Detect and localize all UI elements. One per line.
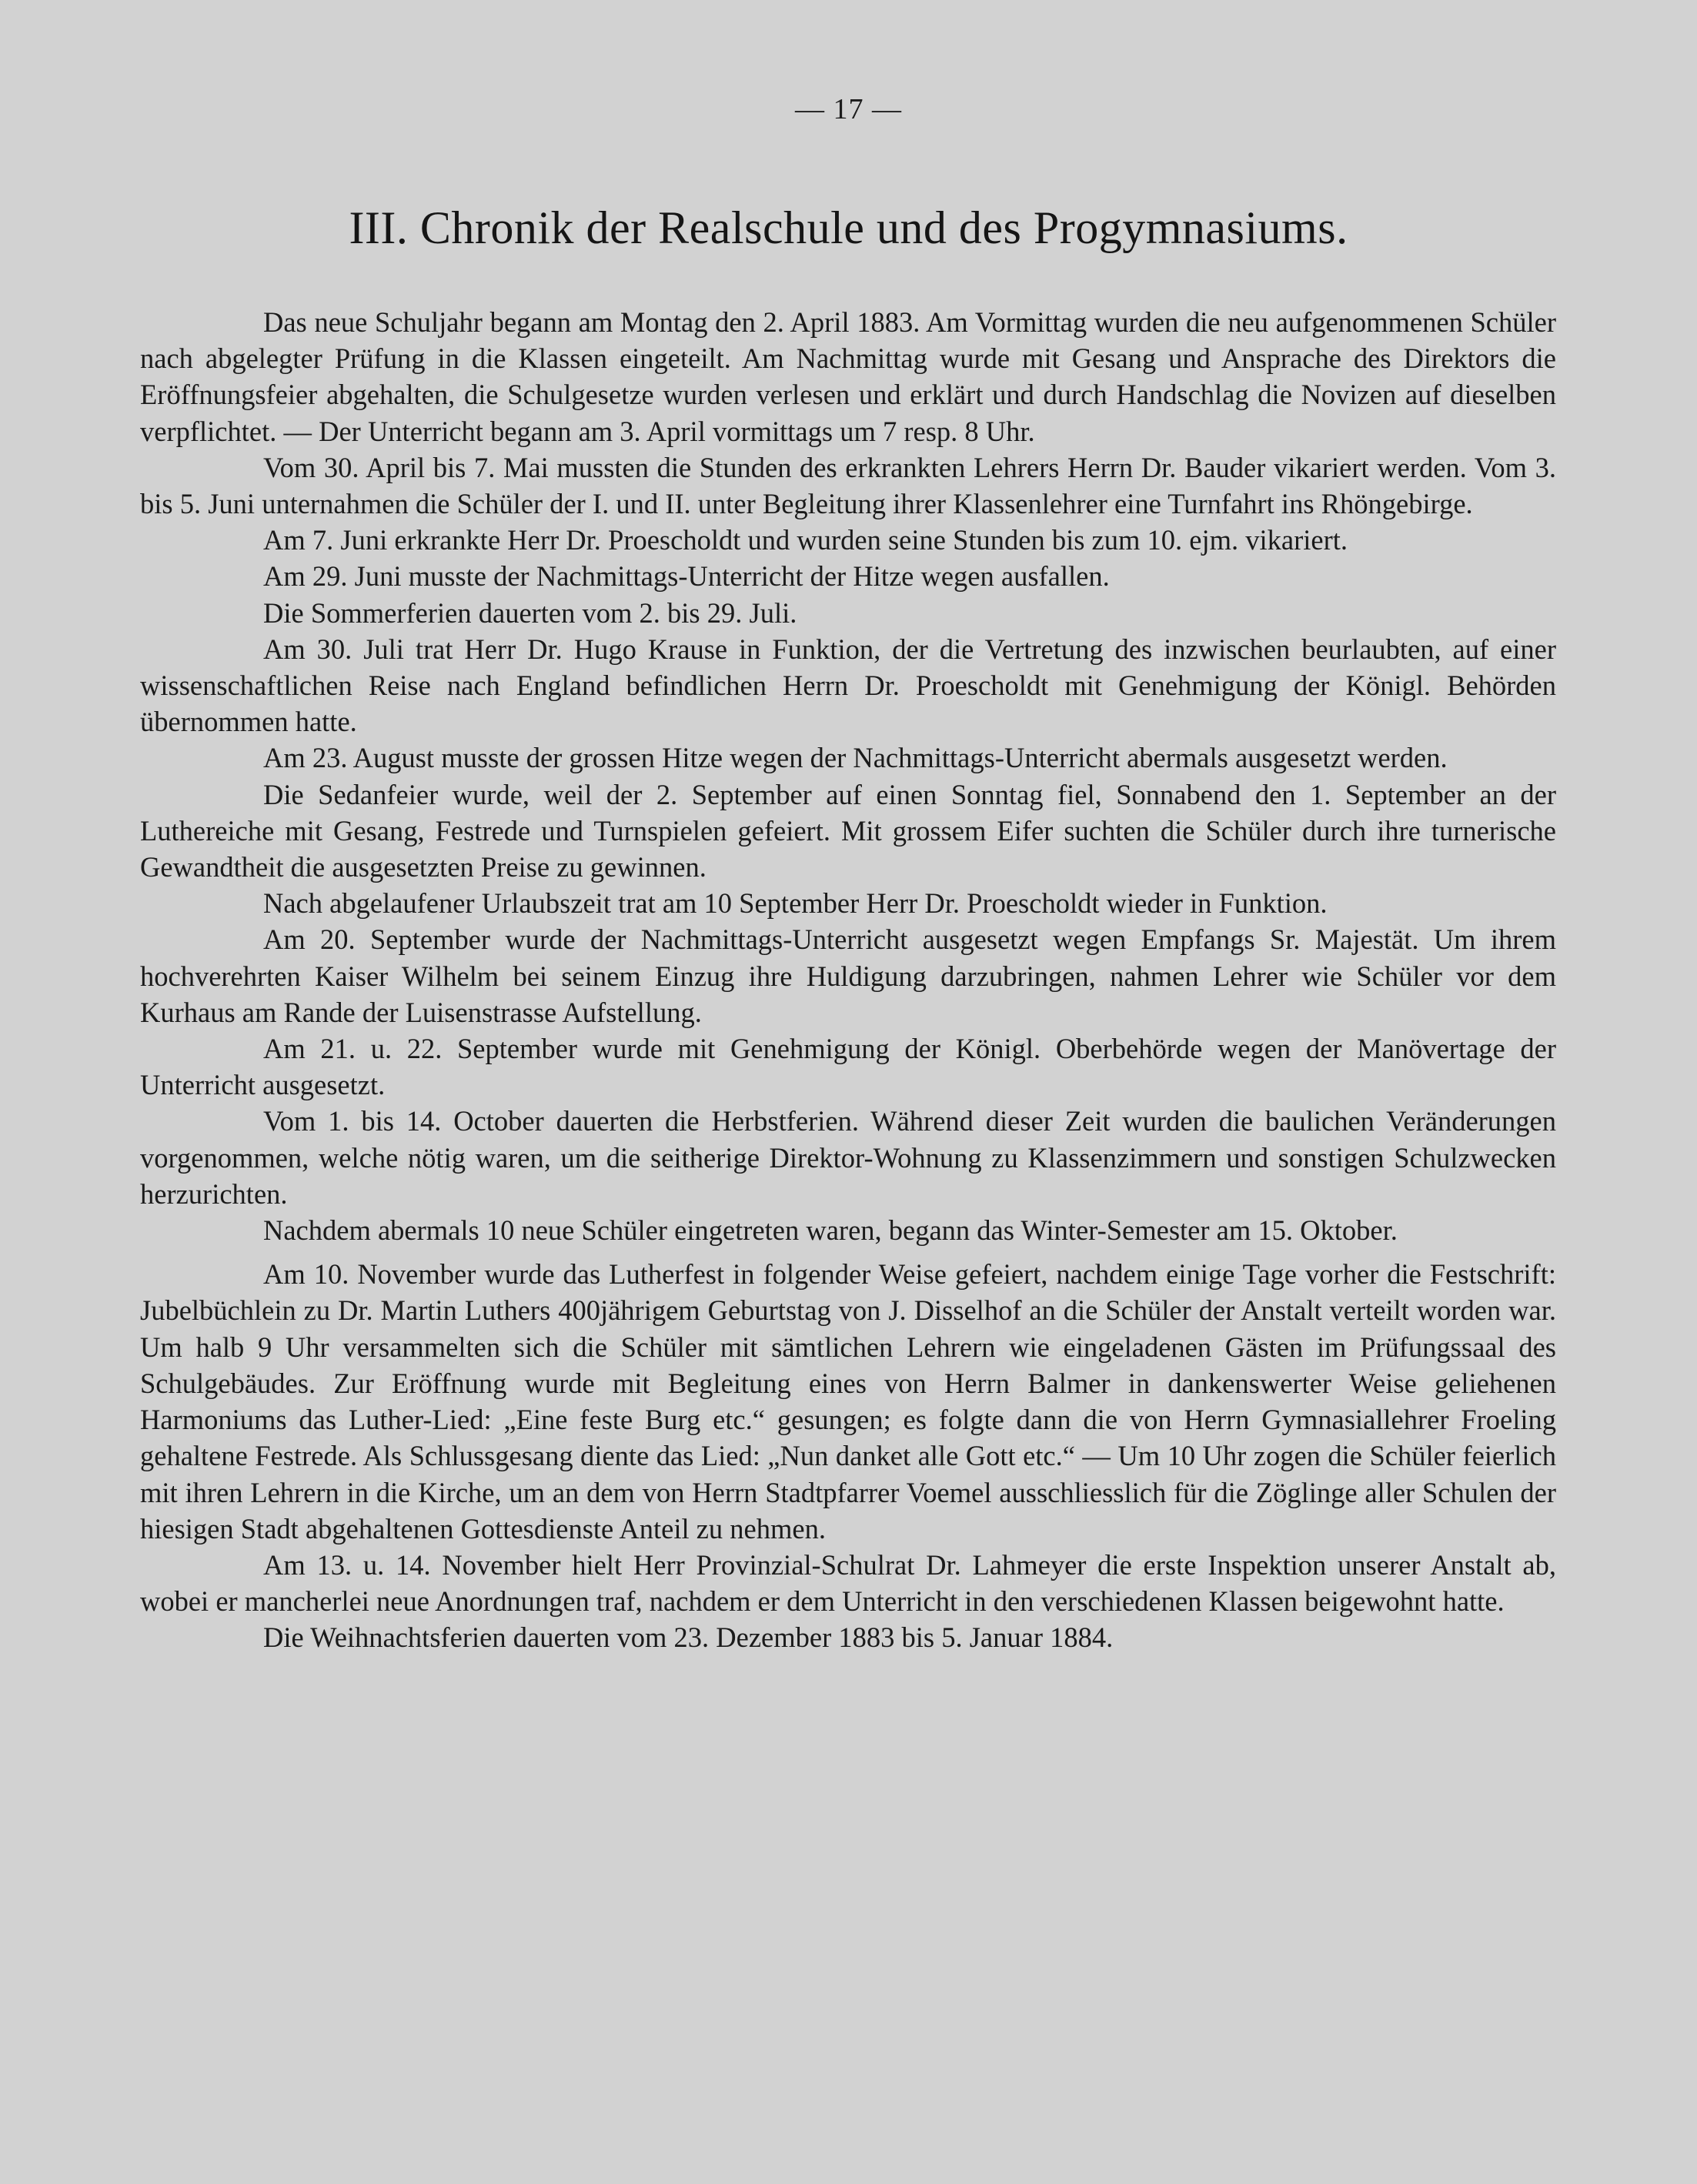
- paragraph: Die Weihnachtsferien dauerten vom 23. Dezember 1883 bis 5. Januar 1884.: [263, 1621, 1114, 1654]
- paragraph: Nach abgelaufener Urlaubszeit trat am 10 September Herr Dr. Proescholdt wieder in Funktion.: [263, 887, 1328, 920]
- chronicle-body: [140, 304, 1556, 1656]
- paragraph: Vom 1. bis 14. October dauerten die Herbstferien. Während dieser Zeit wurden die baulichen Veränderungen vorgenommen, welche nötig waren, um die seitherige Direktor-Wohnung zu Klassenzimmern und sonstigen Schulzwecken herzurichten.: [140, 1105, 1556, 1210]
- paragraph: Am 7. Juni erkrankte Herr Dr. Proescholdt und wurden seine Stunden bis zum 10. ejm. vikariert.: [263, 524, 1348, 556]
- paragraph: Am 20. September wurde der Nachmittags-Unterricht ausgesetzt wegen Empfangs Sr. Majestät. Um ihrem hochverehrten Kaiser Wilhelm bei seinem Einzug ihre Huldigung darzubringen, nahmen Lehrer wie Schüler vor dem Kurhaus am Rande der Luisenstrasse Aufstellung.: [140, 923, 1556, 1028]
- paragraph: Am 23. August musste der grossen Hitze wegen der Nachmittags-Unterricht abermals ausgesetzt werden.: [263, 742, 1448, 774]
- paragraph: Am 13. u. 14. November hielt Herr Provinzial-Schulrat Dr. Lahmeyer die erste Inspektion unserer Anstalt ab, wobei er mancherlei neue Anordnungen traf, nachdem er dem Unterricht in den verschiedenen Klassen beigewohnt hatte.: [140, 1548, 1556, 1618]
- paragraph: Am 10. November wurde das Lutherfest in folgender Weise gefeiert, nachdem einige Tage vorher die Festschrift: Jubelbüchlein zu Dr. Martin Luthers 400jährigem Geburtstag von J. Disselhof an die Schüler der Anstalt verteilt worden war. Um halb 9 Uhr versammelten sich die Schüler mit sämtlichen Lehrern wie eingeladenen Gästen im Prüfungssaal des Schulgebäudes. Zur Eröffnung wurde mit Begleitung eines von Herrn Balmer in dankenswerter Weise geliehenen Harmoniums das Luther-Lied: „Eine feste Burg etc.“ gesungen; es folgte dann die von Herrn Gymnasiallehrer Froeling gehaltene Festrede. Als Schlussgesang diente das Lied: „Nun danket alle Gott etc.“ — Um 10 Uhr zogen die Schüler feierlich mit ihren Lehrern in die Kirche, um an dem von Herrn Stadtpfarrer Voemel ausschliesslich für die Zöglinge aller Schulen der hiesigen Stadt abgehaltenen Gottesdienste Anteil zu nehmen.: [140, 1258, 1556, 1544]
- paragraph: Nachdem abermals 10 neue Schüler eingetreten waren, begann das Winter-Semester am 15. Oktober.: [263, 1214, 1398, 1247]
- paragraph: Am 30. Juli trat Herr Dr. Hugo Krause in Funktion, der die Vertretung des inzwischen beurlaubten, auf einer wissenschaftlichen Reise nach England befindlichen Herrn Dr. Proescholdt mit Genehmigung der Königl. Behörden übernommen hatte.: [140, 633, 1556, 738]
- paragraph: Die Sedanfeier wurde, weil der 2. September auf einen Sonntag fiel, Sonnabend den 1. September an der Luthereiche mit Gesang, Festrede und Turnspielen gefeiert. Mit grossem Eifer suchten die Schüler durch ihre turnerische Gewandtheit die ausgesetzten Preise zu gewinnen.: [140, 778, 1556, 883]
- page-number: — 17 —: [795, 93, 902, 125]
- paragraph: Die Sommerferien dauerten vom 2. bis 29. Juli.: [263, 596, 797, 629]
- paragraph: Vom 30. April bis 7. Mai mussten die Stunden des erkrankten Lehrers Herrn Dr. Bauder vikariert werden. Vom 3. bis 5. Juni unternahmen die Schüler der I. und II. unter Begleitung ihrer Klassenlehrer eine Turnfahrt ins Rhöngebirge.: [140, 451, 1556, 520]
- paragraph: Am 21. u. 22. September wurde mit Genehmigung der Königl. Oberbehörde wegen der Manövertage der Unterricht ausgesetzt.: [140, 1033, 1556, 1101]
- paragraph: Am 29. Juni musste der Nachmittags-Unterricht der Hitze wegen ausfallen.: [263, 560, 1110, 593]
- paragraph: Das neue Schuljahr begann am Montag den 2. April 1883. Am Vormittag wurden die neu aufgenommenen Schüler nach abgelegter Prüfung in die Klassen eingeteilt. Am Nachmittag wurde mit Gesang und Ansprache des Direktors die Eröffnungsfeier abgehalten, die Schulgesetze wurden verlesen und erklärt und durch Handschlag die Novizen auf dieselben verpflichtet. — Der Unterricht begann am 3. April vormittags um 7 resp. 8 Uhr.: [140, 306, 1556, 447]
- chapter-title: III. Chronik der Realschule und des Progymnasiums.: [349, 202, 1348, 253]
